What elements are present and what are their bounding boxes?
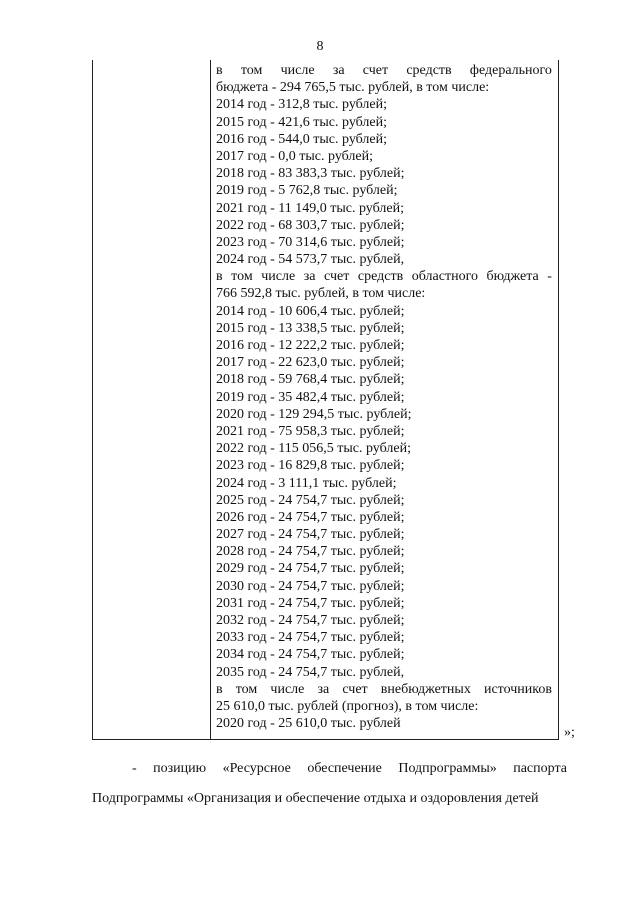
funding-year-line: 2023 год - 16 829,8 тыс. рублей; [216,458,405,474]
word: внебюджетных [380,681,471,697]
paragraph-line-2: Подпрограммы «Организация и обеспечение отдыха и оздоровления детей [92,791,539,806]
funding-year-line: 2019 год - 5 762,8 тыс. рублей; [216,183,398,199]
federal-intro-line [216,62,552,79]
funding-year-line: 2026 год - 24 754,7 тыс. рублей; [216,509,405,525]
word: за [303,269,316,285]
word: позицию [153,761,207,776]
word: «Ресурсное [222,761,291,776]
funding-year-line: 2020 год - 129 294,5 тыс. рублей; [216,406,412,422]
closing-quote: »; [564,725,575,740]
funding-year-line: 2024 год - 3 111,1 тыс. рублей; [216,475,397,491]
funding-year-line: 2030 год - 24 754,7 тыс. рублей; [216,578,405,594]
funding-year-line: 2025 год - 24 754,7 тыс. рублей; [216,492,405,508]
word: источников [483,681,552,697]
funding-year-line: 2034 год - 24 754,7 тыс. рублей; [216,647,405,663]
extrabudget-intro-line [216,681,552,698]
funding-year-line: 2022 год - 115 056,5 тыс. рублей; [216,441,411,457]
word: за [317,681,330,697]
paragraph-line-1 [92,760,567,778]
funding-year-line: 2031 год - 24 754,7 тыс. рублей; [216,595,405,611]
word: за [332,63,345,78]
funding-year-line: 2015 год - 13 338,5 тыс. рублей; [216,320,405,336]
federal-lines [216,96,552,268]
funding-cell [216,62,552,732]
word: числе [270,681,305,697]
word: областного [411,269,478,285]
funding-year-line: 2017 год - 0,0 тыс. рублей; [216,148,374,164]
word: средств [357,269,404,285]
resource-table [92,60,559,740]
funding-year-line: 2024 год - 54 573,7 тыс. рублей, [216,252,405,268]
word: в [216,269,223,285]
funding-year-line: 2018 год - 83 383,3 тыс. рублей; [216,166,405,182]
table-border-middle [210,60,211,740]
word: числе [261,269,296,285]
word: в [216,63,223,78]
funding-year-line: 2029 год - 24 754,7 тыс. рублей; [216,561,405,577]
funding-year-line: 2019 год - 35 482,4 тыс. рублей; [216,389,405,405]
funding-year-line: 2022 год - 68 303,7 тыс. рублей; [216,217,405,233]
funding-year-line: 2015 год - 421,6 тыс. рублей; [216,114,388,130]
funding-year-line: 2016 год - 544,0 тыс. рублей; [216,131,388,147]
word: - [547,269,552,285]
page-number: 8 [316,39,324,54]
funding-year-line: 2017 год - 22 623,0 тыс. рублей; [216,355,405,371]
word: - [132,761,137,776]
word: том [240,63,263,78]
funding-year-line: 2033 год - 24 754,7 тыс. рублей; [216,630,405,646]
funding-year-line: 2027 год - 24 754,7 тыс. рублей; [216,527,405,543]
extrabudget-lines [216,715,552,732]
word: Подпрограммы» [398,761,497,776]
regional-intro-line-2: 766 592,8 тыс. рублей, в том числе: [216,286,426,302]
word: счет [362,63,389,78]
funding-year-line: 2014 год - 10 606,4 тыс. рублей; [216,303,405,319]
word: числе [280,63,315,78]
word: счет [342,681,368,697]
funding-year-line: 2023 год - 70 314,6 тыс. рублей; [216,234,405,250]
funding-year-line: 2021 год - 75 958,3 тыс. рублей; [216,423,405,439]
table-border-right [558,60,559,740]
word: паспорта [513,761,567,776]
federal-intro-line-2: бюджета - 294 765,5 тыс. рублей, в том числе: [216,80,490,96]
word: счет [324,269,350,285]
funding-year-line: 2020 год - 25 610,0 тыс. рублей [216,716,401,732]
word: средств [406,63,452,78]
word: в [216,681,223,697]
word: федерального [469,63,552,78]
table-border-left [92,60,93,740]
table-border-bottom [92,739,559,740]
funding-year-line: 2028 год - 24 754,7 тыс. рублей; [216,544,405,560]
word: бюджета [486,269,539,285]
word: том [235,681,258,697]
regional-intro-line [216,268,552,285]
funding-year-line: 2035 год - 24 754,7 тыс. рублей, [216,664,405,680]
regional-lines [216,303,552,681]
funding-year-line: 2018 год - 59 768,4 тыс. рублей; [216,372,405,388]
funding-year-line: 2016 год - 12 222,2 тыс. рублей; [216,338,405,353]
extrabudget-intro-line-2: 25 610,0 тыс. рублей (прогноз), в том числе: [216,698,479,714]
word: том [231,269,253,285]
word: обеспечение [307,761,382,776]
funding-year-line: 2021 год - 11 149,0 тыс. рублей; [216,200,404,216]
funding-year-line: 2032 год - 24 754,7 тыс. рублей; [216,613,405,628]
funding-year-line: 2014 год - 312,8 тыс. рублей; [216,97,388,113]
